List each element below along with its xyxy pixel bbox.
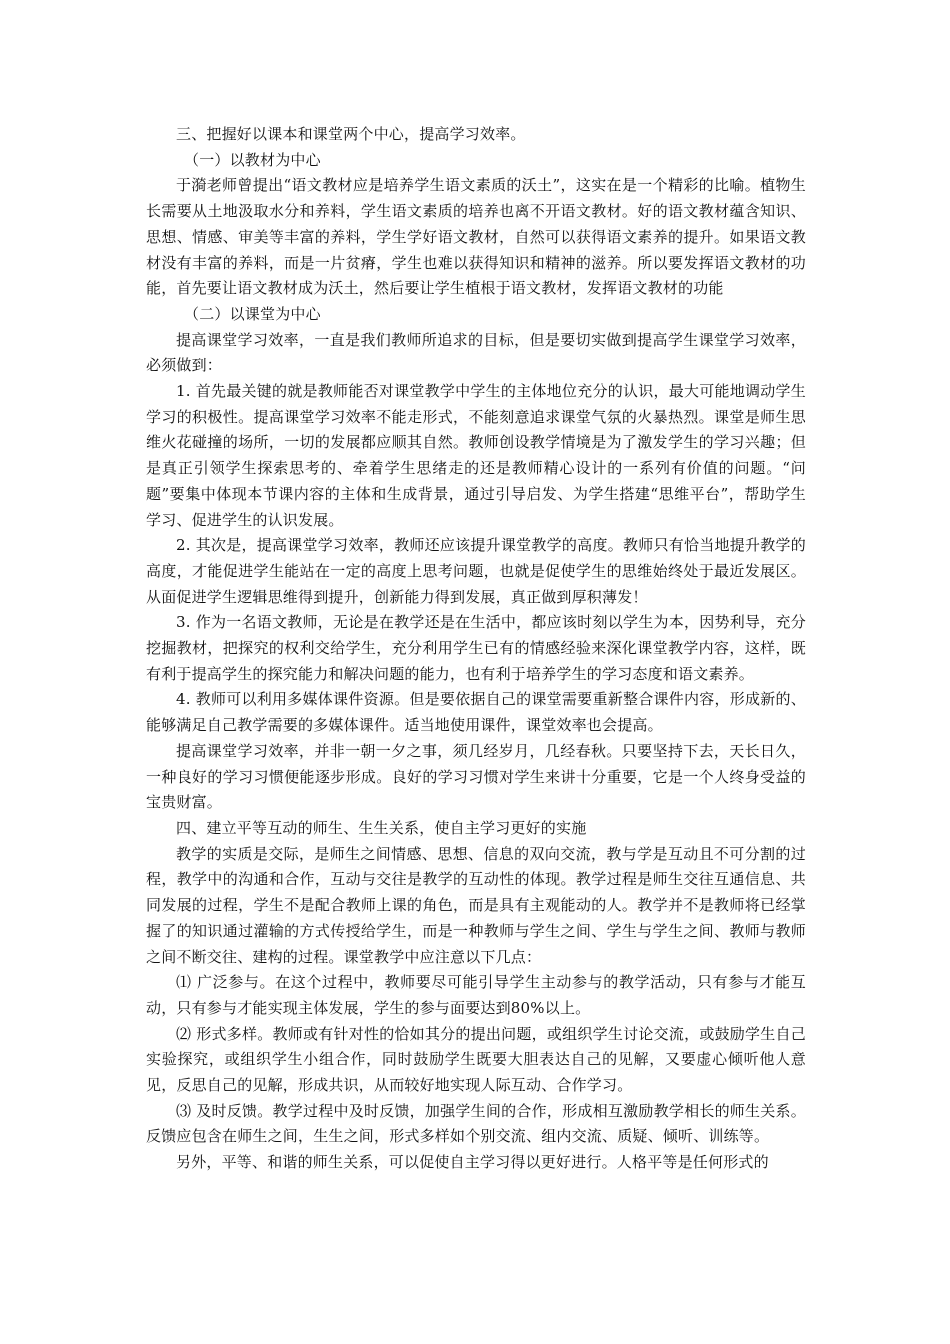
paragraph-point-4: 4. 教师可以利用多媒体课件资源。但是要依据自己的课堂需要重新整合课件内容，形成新的、能够满足自己教学需要的多媒体课件。适当地使用课件，课堂效率也会提高。 [146,690,806,735]
paragraph-point-2: 2. 其次是，提高课堂学习效率，教师还应该提升课堂教学的高度。教师只有恰当地提升教学的高度，才能促进学生能站在一定的高度上思考问题，也就是促使学生的思维始终处于最近发展区。从面促进学生逻辑思维得到提升，创新能力得到发展，真正做到厚积薄发！ [146,536,806,606]
paragraph-point-1: 1. 首先最关键的就是教师能否对课堂教学中学生的主体地位充分的认识，最大可能地调动学生学习的积极性。提高课堂学习效率不能走形式，不能刻意追求课堂气氛的火暴热烈。课堂是师生思维火花碰撞的场所，一切的发展都应顺其自然。教师创设教学情境是为了激发学生的学习兴趣；但是真正引领学生探索思考的、牵着学生思绪走的还是教师精心设计的一系列有价值的问题。“问题”要集中体现本节课内容的主体和生成背景，通过引导启发、为学生搭建“思维平台”，帮助学生学习、促进学生的认识发展。 [146,382,806,529]
section-heading-3: 三、把握好以课本和课堂两个中心，提高学习效率。 [176,125,526,143]
paragraph-item-1: ⑴ 广泛参与。在这个过程中，教师要尽可能引导学生主动参与的教学活动，只有参与才能互动，只有参与才能实现主体发展，学生的参与面要达到80%以上。 [146,973,806,1017]
paragraph-closing: 另外，平等、和谐的师生关系，可以促使自主学习得以更好进行。人格平等是任何形式的 [176,1153,769,1172]
subheading-textbook-center: （一）以教材为中心 [184,150,321,169]
paragraph-item-3: ⑶ 及时反馈。教学过程中及时反馈，加强学生间的合作，形成相互激励教学相长的师生关系。反馈应包含在师生之间，生生之间，形式多样如个别交流、组内交流、质疑、倾听、训练等。 [146,1101,806,1146]
paragraph-point-3: 3. 作为一名语文教师，无论是在教学还是在生活中，都应该时刻以学生为本，因势利导，充分挖掘教材，把探究的权利交给学生，充分利用学生已有的情感经验来深化课堂教学内容，这样，既有利于提高学生的探究能力和解决问题的能力，也有利于培养学生的学习态度和语文素养。 [146,613,806,683]
paragraph-item-2: ⑵ 形式多样。教师或有针对性的恰如其分的提出问题，或组织学生讨论交流，或鼓励学生自己实验探究，或组织学生小组合作，同时鼓励学生既要大胆表达自己的见解，又要虚心倾听他人意见，反思自己的见解，形成共识，从而较好地实现人际互动、合作学习。 [146,1024,806,1095]
subheading-classroom-center: （二）以课堂为中心 [184,304,321,323]
paragraph-interaction: 教学的实质是交际，是师生之间情感、思想、信息的双向交流，教与学是互动且不可分割的过程，教学中的沟通和合作，互动与交往是教学的互动性的体现。教学过程是师生交往互通信息、共同发展的过程，学生不是配合教师上课的角色，而是具有主观能动的人。教学并不是教师将已经掌握了的知识通过灌输的方式传授给学生，而是一种教师与学生之间、学生与学生之间、教师与教师之间不断交往、建构的过程。课堂教学中应注意以下几点： [146,844,806,966]
section-heading-4: 四、建立平等互动的师生、生生关系，使自主学习更好的实施 [176,818,587,837]
paragraph-classroom-intro: 提高课堂学习效率，一直是我们教师所追求的目标，但是要切实做到提高学生课堂学习效率，必须做到： [146,330,806,375]
document-body [146,122,806,1176]
paragraph-habit: 提高课堂学习效率，并非一朝一夕之事，须几经岁月，几经春秋。只要坚持下去，天长日久，一种良好的学习习惯便能逐步形成。良好的学习习惯对学生来讲十分重要，它是一个人终身受益的宝贵财富。 [146,741,806,812]
paragraph-textbook: 于漪老师曾提出“语文教材应是培养学生语文素质的沃土”，这实在是一个精彩的比喻。植物生长需要从土地汲取水分和养料，学生语文素质的培养也离不开语文教材。好的语文教材蕴含知识、思想、情感、审美等丰富的养料，学生学好语文教材，自然可以获得语文素养的提升。如果语文教材没有丰富的养料，而是一片贫瘠，学生也难以获得知识和精神的滋养。所以要发挥语文教材的功能，首先要让语文教材成为沃土，然后要让学生植根于语文教材，发挥语文教材的功能 [146,176,806,298]
